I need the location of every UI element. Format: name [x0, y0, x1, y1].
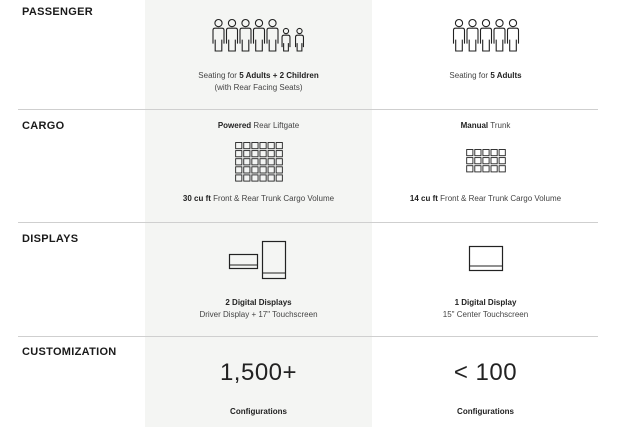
- cargo-box-icon: [251, 175, 257, 181]
- person-icon: [240, 20, 251, 52]
- passenger-row: [0, 0, 620, 109]
- cargo-box-icon: [491, 166, 497, 172]
- cargo-box-icon: [235, 151, 241, 157]
- cargo-box-icon: [259, 175, 265, 181]
- cargo-box-icon: [243, 167, 249, 173]
- cargo-box-icon: [268, 175, 274, 181]
- passenger-label: PASSENGER: [22, 6, 93, 18]
- configurations-label-left: Configurations: [230, 407, 287, 416]
- cargo-box-icon: [276, 159, 282, 165]
- cargo-right-cell: [372, 120, 599, 205]
- display-icon: [219, 239, 299, 283]
- cargo-box-icon: [268, 143, 274, 149]
- cargo-box-icon: [251, 159, 257, 165]
- person-icon: [213, 20, 224, 52]
- cargo-box-icon: [243, 143, 249, 149]
- cargo-box-icon: [499, 166, 505, 172]
- displays-row: [0, 223, 620, 336]
- cargo-box-icon: [268, 159, 274, 165]
- cargo-box-icon: [276, 175, 282, 181]
- displays-right-cell: [372, 239, 599, 321]
- cargo-box-icon: [482, 166, 488, 172]
- cargo-box-icon: [276, 167, 282, 173]
- person-icon: [467, 20, 478, 52]
- cargo-box-icon: [259, 151, 265, 157]
- cargo-box-icon: [276, 143, 282, 149]
- cargo-box-icon: [259, 167, 265, 173]
- cargo-box-icon: [235, 159, 241, 165]
- cargo-box-icon: [251, 167, 257, 173]
- cargo-box-icon: [491, 158, 497, 164]
- cargo-box-icon: [243, 159, 249, 165]
- cargo-box-icon: [499, 150, 505, 156]
- cargo-box-icon: [235, 167, 241, 173]
- customization-row: [0, 337, 620, 427]
- person-icon: [494, 20, 505, 52]
- cargo-box-icon: [259, 143, 265, 149]
- cargo-box-icon: [268, 151, 274, 157]
- display-icon: [446, 239, 526, 283]
- cargo-caption-right: 14 cu ft Front & Rear Trunk Cargo Volume: [409, 194, 562, 203]
- cargo-box-icon: [235, 143, 241, 149]
- passenger-right-cell: [372, 18, 599, 82]
- cargo-box-icon: [251, 151, 257, 157]
- configurations-count-right: < 100: [453, 359, 518, 386]
- customization-label: CUSTOMIZATION: [22, 346, 117, 358]
- displays-label: DISPLAYS: [22, 233, 79, 245]
- cargo-left-cell: [145, 120, 372, 205]
- configurations-count-left: 1,500+: [219, 359, 298, 386]
- seating-caption-right: Seating for 5 Adults: [449, 71, 522, 80]
- seating-icons-right: [441, 18, 531, 52]
- person-icon: [253, 20, 264, 52]
- cargo-box-icon: [268, 167, 274, 173]
- cargo-box-icon: [243, 175, 249, 181]
- seating-caption-left: Seating for 5 Adults + 2 Children (with Rear Facing Seats): [198, 71, 319, 92]
- cargo-row: [0, 110, 620, 222]
- cargo-box-icon: [482, 158, 488, 164]
- cargo-box-icon: [474, 166, 480, 172]
- trunk-title: Manual Trunk: [460, 121, 511, 130]
- cargo-box-icon: [466, 150, 472, 156]
- configurations-label-right: Configurations: [457, 407, 514, 416]
- person-icon: [507, 20, 518, 52]
- person-icon: [480, 20, 491, 52]
- person-icon: [226, 20, 237, 52]
- cargo-box-icon: [251, 143, 257, 149]
- cargo-label: CARGO: [22, 120, 65, 132]
- cargo-box-icon: [466, 158, 472, 164]
- person-icon: [267, 20, 278, 52]
- cargo-box-icon: [466, 166, 472, 172]
- child-icon: [295, 28, 303, 51]
- displays-caption-left: 2 Digital Displays Driver Display + 17" Touchscreen: [199, 298, 318, 319]
- cargo-caption-left: 30 cu ft Front & Rear Trunk Cargo Volume: [182, 194, 335, 203]
- cargo-box-icon: [474, 158, 480, 164]
- displays-caption-right: 1 Digital Display 15" Center Touchscreen: [442, 298, 529, 319]
- passenger-left-cell: [145, 18, 372, 94]
- cargo-box-icon: [474, 150, 480, 156]
- cargo-box-icon: [482, 150, 488, 156]
- cargo-box-icon: [235, 175, 241, 181]
- person-icon: [453, 20, 464, 52]
- customization-left-cell: [145, 359, 372, 418]
- child-icon: [282, 28, 290, 51]
- cargo-box-icon: [243, 151, 249, 157]
- customization-right-cell: [372, 359, 599, 418]
- cargo-box-icon: [491, 150, 497, 156]
- cargo-grid-right: [465, 149, 507, 175]
- cargo-grid-left: [234, 142, 284, 182]
- cargo-box-icon: [259, 159, 265, 165]
- liftgate-title: Powered Rear Liftgate: [217, 121, 300, 130]
- seating-icons-left: [199, 18, 319, 52]
- displays-left-cell: [145, 239, 372, 321]
- cargo-box-icon: [499, 158, 505, 164]
- cargo-box-icon: [276, 151, 282, 157]
